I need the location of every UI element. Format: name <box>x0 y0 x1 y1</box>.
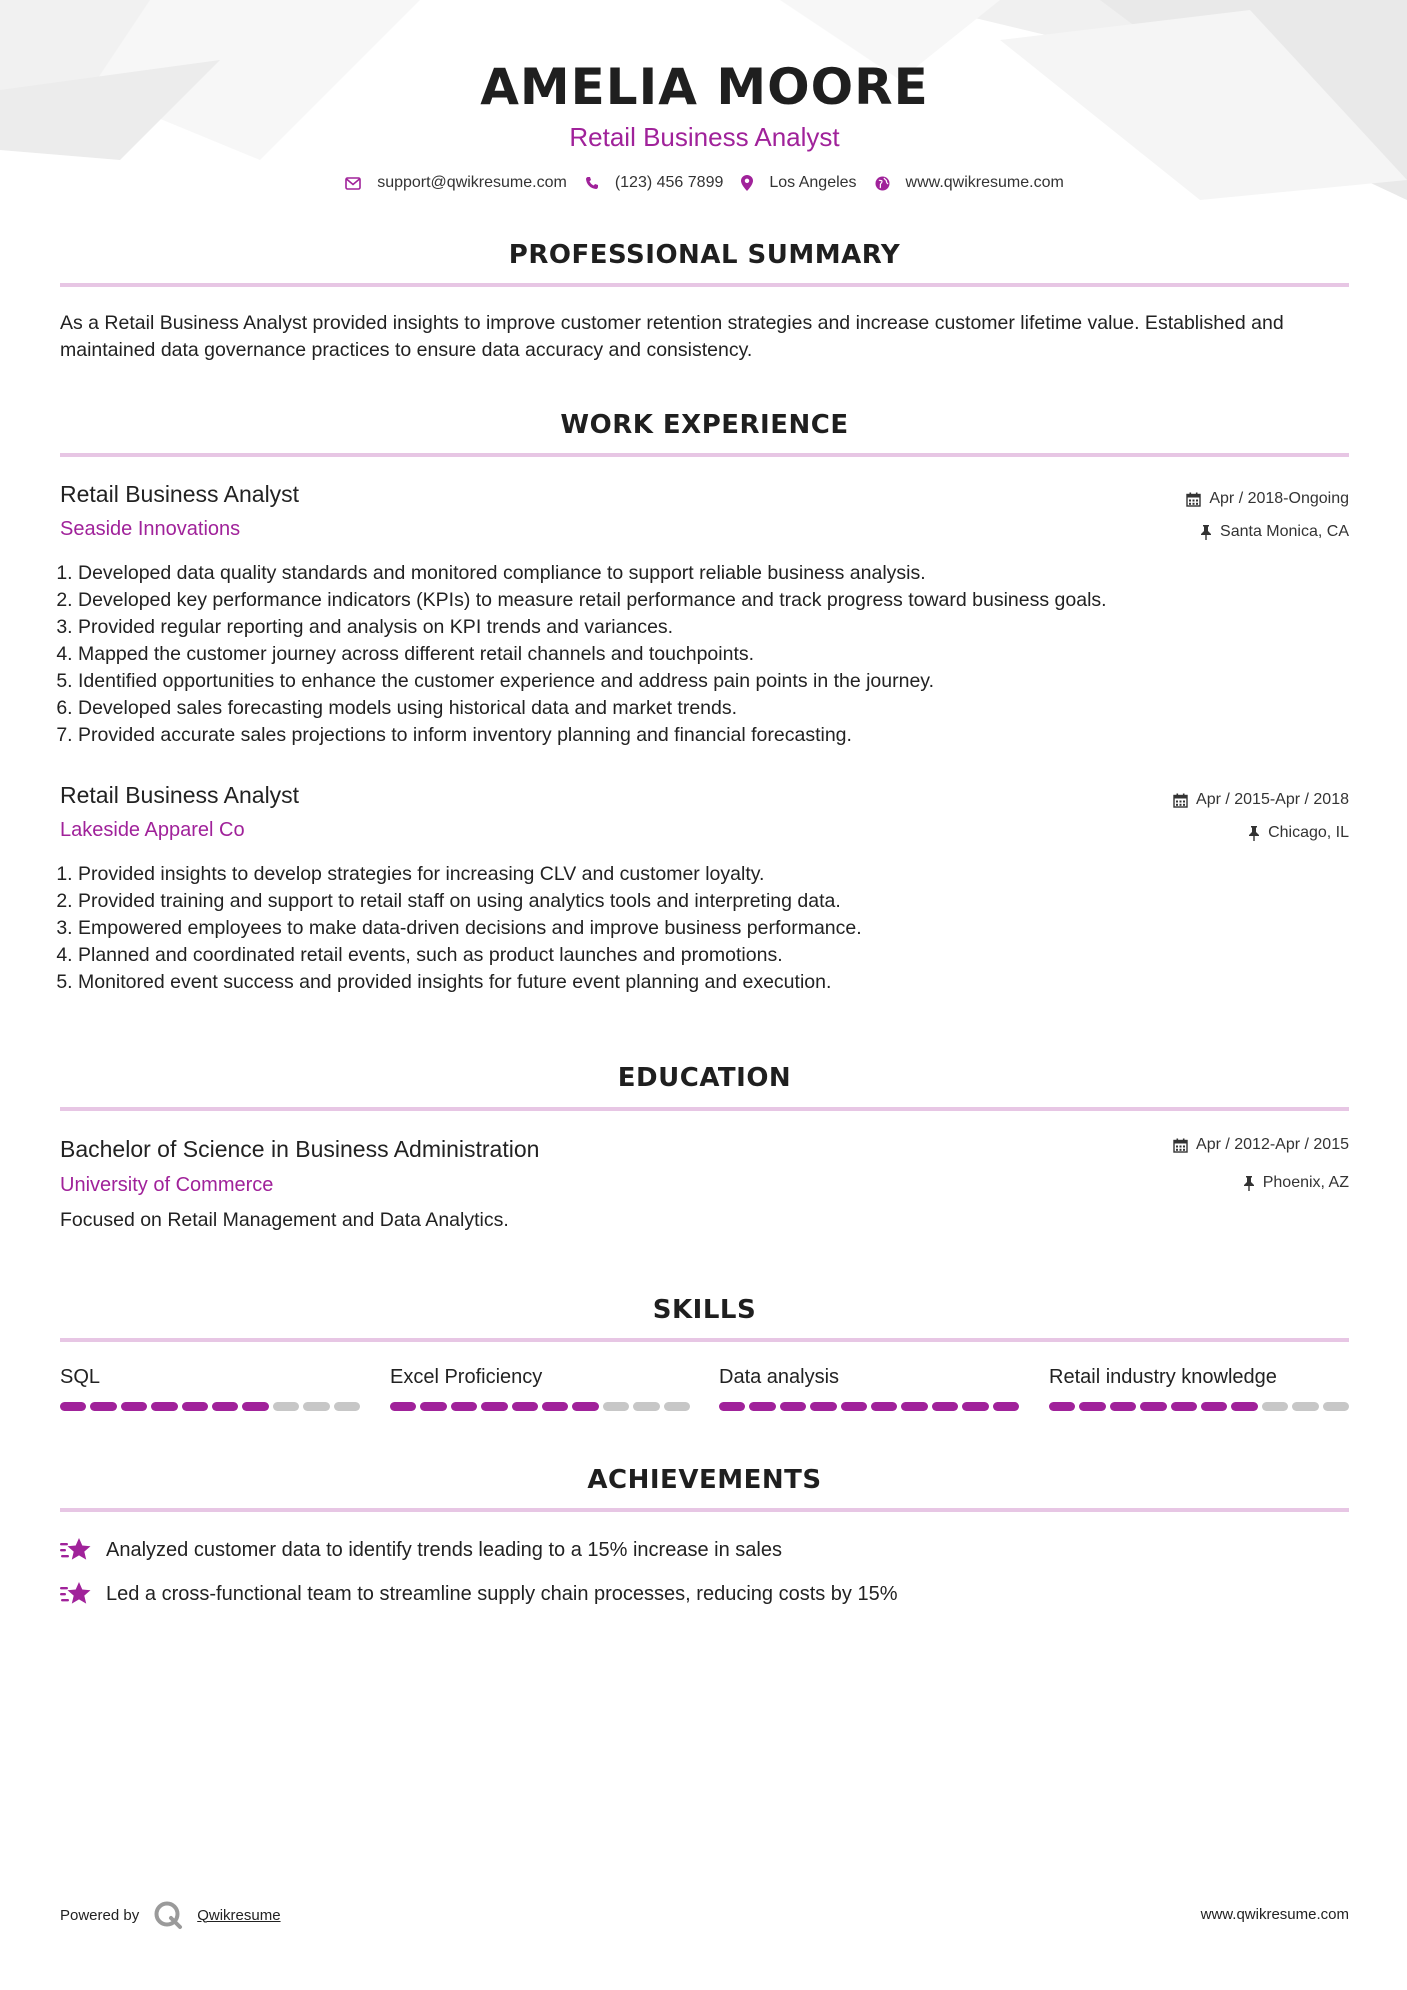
contact-email[interactable] <box>345 174 567 192</box>
achievements-heading: ACHIEVEMENTS <box>587 1465 822 1495</box>
list-item: 4. Mapped the customer journey across different retail channels and touchpoints. <box>78 641 1349 668</box>
job-2-location-text: Chicago, IL <box>1268 824 1349 841</box>
skill-level-segment-filled <box>962 1402 988 1411</box>
skill-level-segment-filled <box>993 1402 1019 1411</box>
calendar-icon <box>1186 492 1201 507</box>
skill-name: Retail industry knowledge <box>1049 1366 1277 1388</box>
skill-level-segment-filled <box>1110 1402 1136 1411</box>
achievement-text: Analyzed customer data to identify trends leading to a 15% increase in sales <box>106 1538 782 1561</box>
job-2-bullets <box>60 861 1349 996</box>
skill-level-segment-filled <box>121 1402 147 1411</box>
phone-icon <box>585 176 599 190</box>
contact-phone-text: (123) 456 7899 <box>614 174 724 191</box>
powered-by-label: Powered by <box>60 1906 140 1924</box>
job-2-dates-text: Apr / 2015-Apr / 2018 <box>1196 791 1349 808</box>
skill-excel <box>390 1366 690 1411</box>
list-item: 1. Developed data quality standards and monitored compliance to support reliable business analysis. <box>78 560 1349 587</box>
skill-level-segment-filled <box>390 1402 416 1411</box>
skill-level-segment-filled <box>841 1402 867 1411</box>
skill-level-segment-empty <box>1323 1402 1349 1411</box>
pushpin-icon <box>1243 1176 1255 1191</box>
job-2-location <box>1248 824 1349 842</box>
skill-level-segment-filled <box>242 1402 268 1411</box>
skill-level-segment-filled <box>901 1402 927 1411</box>
education-school: University of Commerce <box>60 1174 274 1196</box>
list-item: 7. Provided accurate sales projections to inform inventory planning and financial forecasting. <box>78 722 1349 749</box>
skill-level-segment-filled <box>512 1402 538 1411</box>
achievement-item <box>60 1581 898 1607</box>
job-1-title: Retail Business Analyst <box>60 481 300 507</box>
skill-level-segment-empty <box>664 1402 690 1411</box>
skill-level-segment-filled <box>572 1402 598 1411</box>
skill-level-segment-filled <box>90 1402 116 1411</box>
contact-location <box>741 174 856 192</box>
job-1-location-text: Santa Monica, CA <box>1220 523 1349 540</box>
skill-level-segment-filled <box>1171 1402 1197 1411</box>
skills-divider <box>60 1338 1349 1342</box>
skill-level-segment-empty <box>1262 1402 1288 1411</box>
education-dates <box>1173 1136 1349 1154</box>
skill-level-segment-empty <box>633 1402 659 1411</box>
location-pin-icon <box>741 175 753 191</box>
shooting-star-icon <box>60 1581 92 1607</box>
skill-level-segment-filled <box>810 1402 836 1411</box>
education-dates-text: Apr / 2012-Apr / 2015 <box>1196 1136 1349 1153</box>
skill-level-segment-filled <box>749 1402 775 1411</box>
skill-level-segment-filled <box>481 1402 507 1411</box>
skill-level-segment-filled <box>1140 1402 1166 1411</box>
skill-level-segment-filled <box>420 1402 446 1411</box>
skill-level-segment-filled <box>932 1402 958 1411</box>
contact-website[interactable] <box>875 174 1064 192</box>
footer-website[interactable]: www.qwikresume.com <box>1200 1906 1349 1923</box>
list-item: 2. Developed key performance indicators (KPIs) to measure retail performance and track progress toward business goals. <box>78 587 1349 614</box>
skill-level-segment-filled <box>1049 1402 1075 1411</box>
skill-level-bar <box>1049 1402 1349 1411</box>
skill-retail-knowledge <box>1049 1366 1349 1411</box>
job-1-company: Seaside Innovations <box>60 518 241 540</box>
list-item: 3. Provided regular reporting and analysis on KPI trends and variances. <box>78 614 1349 641</box>
education-divider <box>60 1107 1349 1111</box>
skills-heading: SKILLS <box>652 1295 757 1325</box>
education-description: Focused on Retail Management and Data Analytics. <box>60 1209 509 1231</box>
skill-level-bar <box>60 1402 360 1411</box>
skill-data-analysis <box>719 1366 1019 1411</box>
skill-level-segment-filled <box>871 1402 897 1411</box>
skill-name: Excel Proficiency <box>390 1366 543 1388</box>
skill-level-bar <box>390 1402 690 1411</box>
achievement-item <box>60 1537 782 1563</box>
skill-level-segment-empty <box>334 1402 360 1411</box>
job-2-company: Lakeside Apparel Co <box>60 819 245 841</box>
job-2-title: Retail Business Analyst <box>60 782 300 808</box>
envelope-icon <box>345 177 361 190</box>
job-1-location <box>1200 523 1349 541</box>
skill-level-segment-empty <box>603 1402 629 1411</box>
list-item: 3. Empowered employees to make data-driven decisions and improve business performance. <box>78 915 1349 942</box>
calendar-icon <box>1173 793 1188 808</box>
list-item: 1. Provided insights to develop strategies for increasing CLV and customer loyalty. <box>78 861 1349 888</box>
skill-level-segment-filled <box>60 1402 86 1411</box>
skill-sql <box>60 1366 360 1411</box>
skill-level-segment-filled <box>151 1402 177 1411</box>
list-item: 5. Identified opportunities to enhance the customer experience and address pain points in the journey. <box>78 668 1349 695</box>
header-background-shapes <box>0 0 1407 240</box>
skill-level-segment-filled <box>542 1402 568 1411</box>
job-1-bullets <box>60 560 1349 749</box>
skill-level-segment-filled <box>212 1402 238 1411</box>
skill-level-segment-empty <box>303 1402 329 1411</box>
job-2-dates <box>1173 791 1349 809</box>
qwikresume-link[interactable]: Qwikresume <box>197 1906 281 1924</box>
skill-level-segment-empty <box>273 1402 299 1411</box>
skill-level-segment-filled <box>182 1402 208 1411</box>
summary-heading: PROFESSIONAL SUMMARY <box>508 240 901 270</box>
summary-text: As a Retail Business Analyst provided insights to improve customer retention strategies and increase customer lifetime value. Established and maintained data governance practices to ensure data accuracy and consistency. <box>60 312 1284 361</box>
education-degree: Bachelor of Science in Business Administration <box>60 1136 540 1162</box>
skill-level-bar <box>719 1402 1019 1411</box>
skill-level-segment-filled <box>1079 1402 1105 1411</box>
calendar-icon <box>1173 1138 1188 1153</box>
job-1-dates-text: Apr / 2018-Ongoing <box>1209 490 1349 507</box>
shooting-star-icon <box>60 1537 92 1563</box>
education-location <box>1243 1174 1349 1192</box>
contact-email-text: support@qwikresume.com <box>377 174 567 191</box>
contact-location-text: Los Angeles <box>769 174 857 191</box>
education-heading: EDUCATION <box>617 1063 792 1093</box>
pushpin-icon <box>1248 826 1260 841</box>
candidate-name: AMELIA MOORE <box>480 58 929 116</box>
skill-level-segment-filled <box>719 1402 745 1411</box>
achievement-text: Led a cross-functional team to streamline supply chain processes, reducing costs by 15% <box>106 1582 898 1605</box>
skill-level-segment-filled <box>1201 1402 1227 1411</box>
contact-bar <box>60 174 1349 192</box>
list-item: 5. Monitored event success and provided insights for future event planning and execution. <box>78 969 1349 996</box>
list-item: 2. Provided training and support to retail staff on using analytics tools and interpreting data. <box>78 888 1349 915</box>
experience-heading: WORK EXPERIENCE <box>560 410 849 440</box>
globe-icon <box>875 176 890 191</box>
skill-level-segment-filled <box>451 1402 477 1411</box>
education-location-text: Phoenix, AZ <box>1262 1174 1349 1191</box>
skill-name: Data analysis <box>719 1366 840 1388</box>
achievements-divider <box>60 1508 1349 1512</box>
skill-level-segment-empty <box>1292 1402 1318 1411</box>
qwikresume-logo-icon <box>153 1900 183 1930</box>
skill-name: SQL <box>60 1366 101 1388</box>
pushpin-icon <box>1200 525 1212 540</box>
contact-website-text: www.qwikresume.com <box>905 174 1064 191</box>
job-1-dates <box>1186 490 1349 508</box>
footer-branding <box>60 1900 281 1930</box>
experience-divider <box>60 453 1349 457</box>
list-item: 4. Planned and coordinated retail events, such as product launches and promotions. <box>78 942 1349 969</box>
contact-phone[interactable] <box>585 174 724 192</box>
candidate-role: Retail Business Analyst <box>569 122 840 152</box>
skill-level-segment-filled <box>1231 1402 1257 1411</box>
list-item: 6. Developed sales forecasting models using historical data and market trends. <box>78 695 1349 722</box>
summary-divider <box>60 283 1349 287</box>
skill-level-segment-filled <box>780 1402 806 1411</box>
